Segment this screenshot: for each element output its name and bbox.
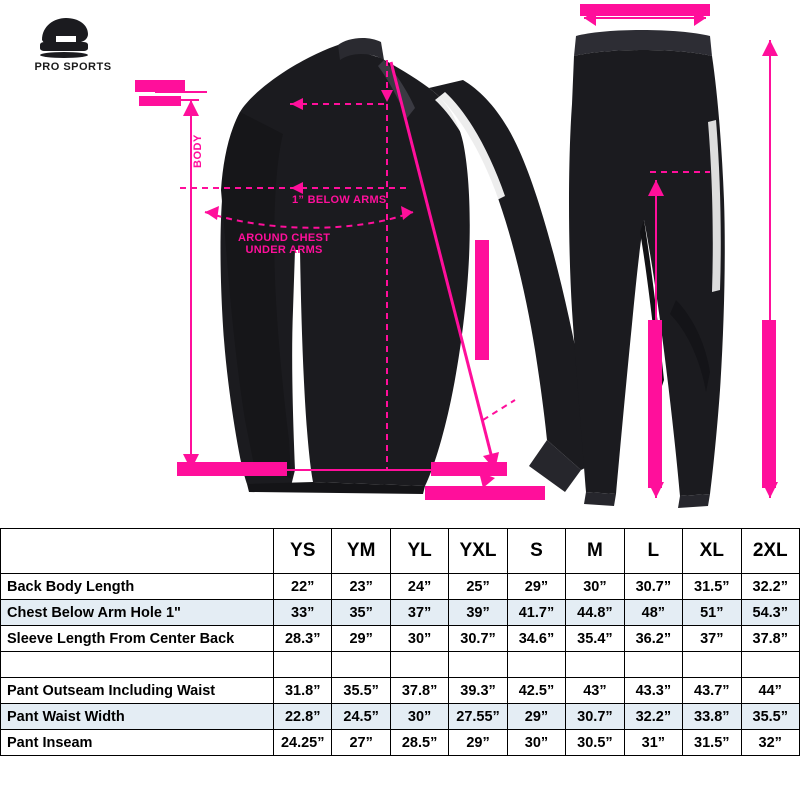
table-row — [1, 730, 800, 756]
cell: 25” — [449, 574, 507, 600]
cell: 43.3” — [624, 678, 682, 704]
cell: 24.5” — [332, 704, 390, 730]
row-label-chest-below-arm-hole: Chest Below Arm Hole 1" — [1, 600, 274, 626]
cell: 37.8” — [741, 626, 800, 652]
annotation-waist-width-label: WAIST WIDTH — [586, 6, 664, 18]
row-label-back-body-length: Back Body Length — [1, 574, 274, 600]
col-header-yxl: YXL — [449, 529, 507, 574]
cell: 35.4” — [566, 626, 624, 652]
cell — [332, 652, 390, 678]
col-header-xl: XL — [683, 529, 741, 574]
cell: 51” — [683, 600, 741, 626]
table-row — [1, 704, 800, 730]
col-header-l: L — [624, 529, 682, 574]
size-chart-table — [0, 528, 800, 756]
annotation-below-arms-label: 1” BELOW ARMS — [292, 194, 387, 206]
cell: 36.2” — [624, 626, 682, 652]
cell: 24” — [390, 574, 448, 600]
cell: 37.8” — [390, 678, 448, 704]
pants-illustration — [510, 0, 800, 528]
col-header-2xl: 2XL — [741, 529, 800, 574]
row-label-pant-waist-width: Pant Waist Width — [1, 704, 274, 730]
cell: 44” — [741, 678, 800, 704]
cell: 37” — [683, 626, 741, 652]
cell: 23” — [332, 574, 390, 600]
cell — [390, 652, 448, 678]
col-header-s: S — [507, 529, 565, 574]
cell — [1, 652, 274, 678]
cell: 29” — [332, 626, 390, 652]
cell: 29” — [507, 704, 565, 730]
cell: 30.7” — [566, 704, 624, 730]
table-row — [1, 600, 800, 626]
annotation-body-label: BODY — [192, 134, 204, 168]
cell: 35” — [332, 600, 390, 626]
annotation-around-chest-label: AROUND CHEST UNDER ARMS — [238, 232, 331, 256]
row-label-sleeve-length: Sleeve Length From Center Back — [1, 626, 274, 652]
table-spacer-row — [1, 652, 800, 678]
cell: 35.5” — [332, 678, 390, 704]
cell — [741, 652, 800, 678]
cell: 39” — [449, 600, 507, 626]
cell — [274, 652, 332, 678]
cell: 22.8” — [274, 704, 332, 730]
table-row — [1, 678, 800, 704]
cell: 31.8” — [274, 678, 332, 704]
cell: 37” — [390, 600, 448, 626]
table-header-row — [1, 529, 800, 574]
cell: 30.7” — [624, 574, 682, 600]
cell: 41.7” — [507, 600, 565, 626]
cell: 30.7” — [449, 626, 507, 652]
brand-name: PRO SPORTS — [34, 62, 112, 73]
table-row — [1, 626, 800, 652]
cell: 22” — [274, 574, 332, 600]
cell — [566, 652, 624, 678]
cell: 34.6” — [507, 626, 565, 652]
col-header-yl: YL — [390, 529, 448, 574]
cell: 43.7” — [683, 678, 741, 704]
col-header-0 — [1, 529, 274, 574]
cell: 32” — [741, 730, 800, 756]
cell: 39.3” — [449, 678, 507, 704]
col-header-ym: YM — [332, 529, 390, 574]
cell: 27.55” — [449, 704, 507, 730]
cell: 33.8” — [683, 704, 741, 730]
cell: 29” — [449, 730, 507, 756]
cell: 35.5” — [741, 704, 800, 730]
cell: 44.8” — [566, 600, 624, 626]
col-header-m: M — [566, 529, 624, 574]
cell: 28.3” — [274, 626, 332, 652]
cell: 42.5” — [507, 678, 565, 704]
helmet-logo-icon — [36, 12, 92, 58]
cell: 27” — [332, 730, 390, 756]
cell: 43” — [566, 678, 624, 704]
cell: 54.3” — [741, 600, 800, 626]
cell: 24.25” — [274, 730, 332, 756]
cell: 29” — [507, 574, 565, 600]
cell: 30” — [390, 626, 448, 652]
cell — [683, 652, 741, 678]
cell — [449, 652, 507, 678]
cell: 48” — [624, 600, 682, 626]
cell: 31.5” — [683, 574, 741, 600]
cell: 31.5” — [683, 730, 741, 756]
row-label-pant-inseam: Pant Inseam — [1, 730, 274, 756]
cell: 30.5” — [566, 730, 624, 756]
cell: 31” — [624, 730, 682, 756]
cell — [507, 652, 565, 678]
cell: 32.2” — [624, 704, 682, 730]
cell: 28.5” — [390, 730, 448, 756]
cell: 30” — [566, 574, 624, 600]
row-label-pant-outseam: Pant Outseam Including Waist — [1, 678, 274, 704]
cell: 30” — [507, 730, 565, 756]
cell: 33” — [274, 600, 332, 626]
col-header-ys: YS — [274, 529, 332, 574]
cell: 32.2” — [741, 574, 800, 600]
table-row — [1, 574, 800, 600]
cell — [624, 652, 682, 678]
cell: 30” — [390, 704, 448, 730]
